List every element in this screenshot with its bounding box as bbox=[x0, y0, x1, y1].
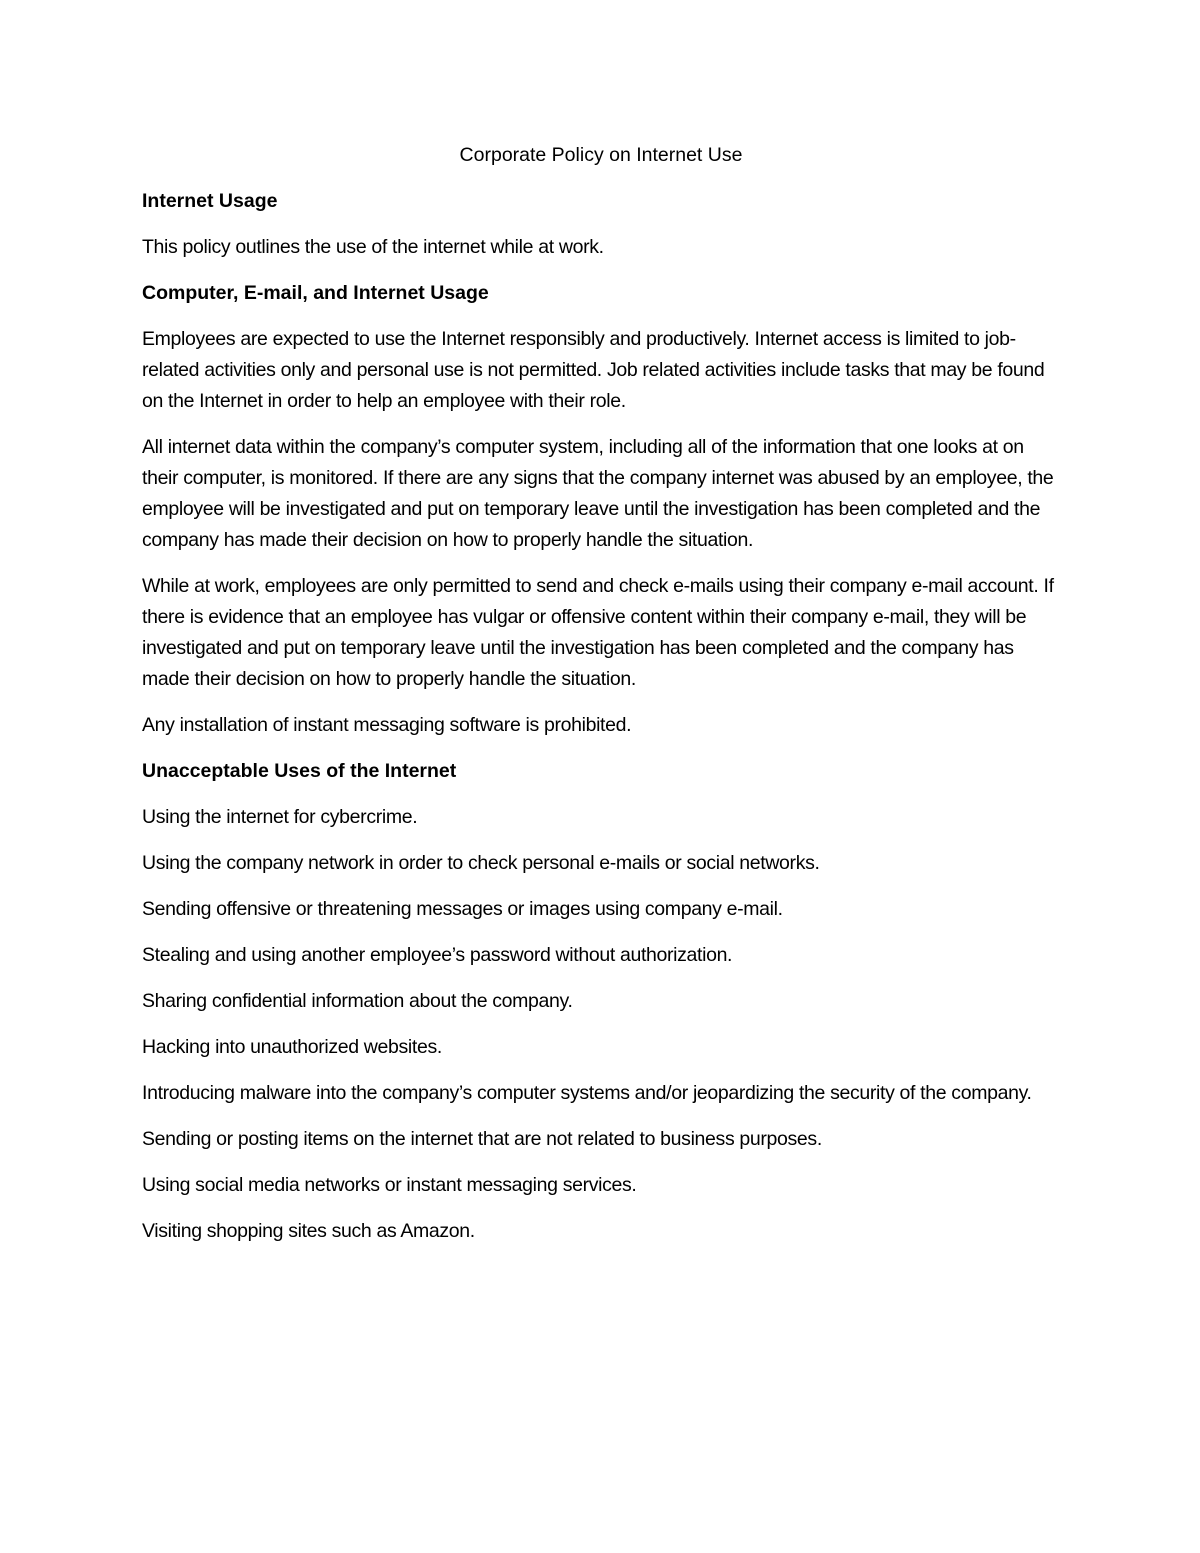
list-item: Visiting shopping sites such as Amazon. bbox=[142, 1220, 475, 1242]
list-item: Introducing malware into the company’s computer systems and/or jeopardizing the security of the company. bbox=[142, 1082, 1032, 1104]
page-title: Corporate Policy on Internet Use bbox=[459, 144, 743, 166]
list-item: Using the internet for cybercrime. bbox=[142, 806, 418, 828]
paragraph: Employees are expected to use the Internet responsibly and productively. Internet access is limited to job-related activities only and personal use is not permitted. Job related activities include tasks that may be found on the Internet in order to help an employee with their role. bbox=[142, 328, 1045, 412]
paragraph: Any installation of instant messaging software is prohibited. bbox=[142, 714, 632, 736]
list-item: Sending or posting items on the internet that are not related to business purposes. bbox=[142, 1128, 822, 1150]
paragraph: This policy outlines the use of the internet while at work. bbox=[142, 236, 604, 258]
list-item: Using social media networks or instant messaging services. bbox=[142, 1174, 637, 1196]
list-item: Sending offensive or threatening messages or images using company e-mail. bbox=[142, 898, 783, 920]
section-heading-unacceptable-uses: Unacceptable Uses of the Internet bbox=[142, 760, 457, 782]
paragraph: While at work, employees are only permitted to send and check e-mails using their company e-mail account. If there is evidence that an employee has vulgar or offensive content within their company e-mail, they will be investigated and put on temporary leave until the investigation has been completed and the company has made their decision on how to properly handle the situation. bbox=[142, 575, 1054, 690]
list-item: Stealing and using another employee’s password without authorization. bbox=[142, 944, 733, 966]
section-heading-internet-usage: Internet Usage bbox=[142, 190, 278, 212]
list-item: Hacking into unauthorized websites. bbox=[142, 1036, 442, 1058]
list-item: Sharing confidential information about the company. bbox=[142, 990, 573, 1012]
document-body bbox=[142, 140, 1060, 1262]
list-item: Using the company network in order to check personal e-mails or social networks. bbox=[142, 852, 820, 874]
section-heading-computer-email-internet-usage: Computer, E-mail, and Internet Usage bbox=[142, 282, 489, 304]
paragraph: All internet data within the company’s computer system, including all of the information that one looks at on their computer, is monitored. If there are any signs that the company internet was abused by an employee, the employee will be investigated and put on temporary leave until the investigation has been completed and the company has made their decision on how to properly handle the situation. bbox=[142, 436, 1054, 551]
